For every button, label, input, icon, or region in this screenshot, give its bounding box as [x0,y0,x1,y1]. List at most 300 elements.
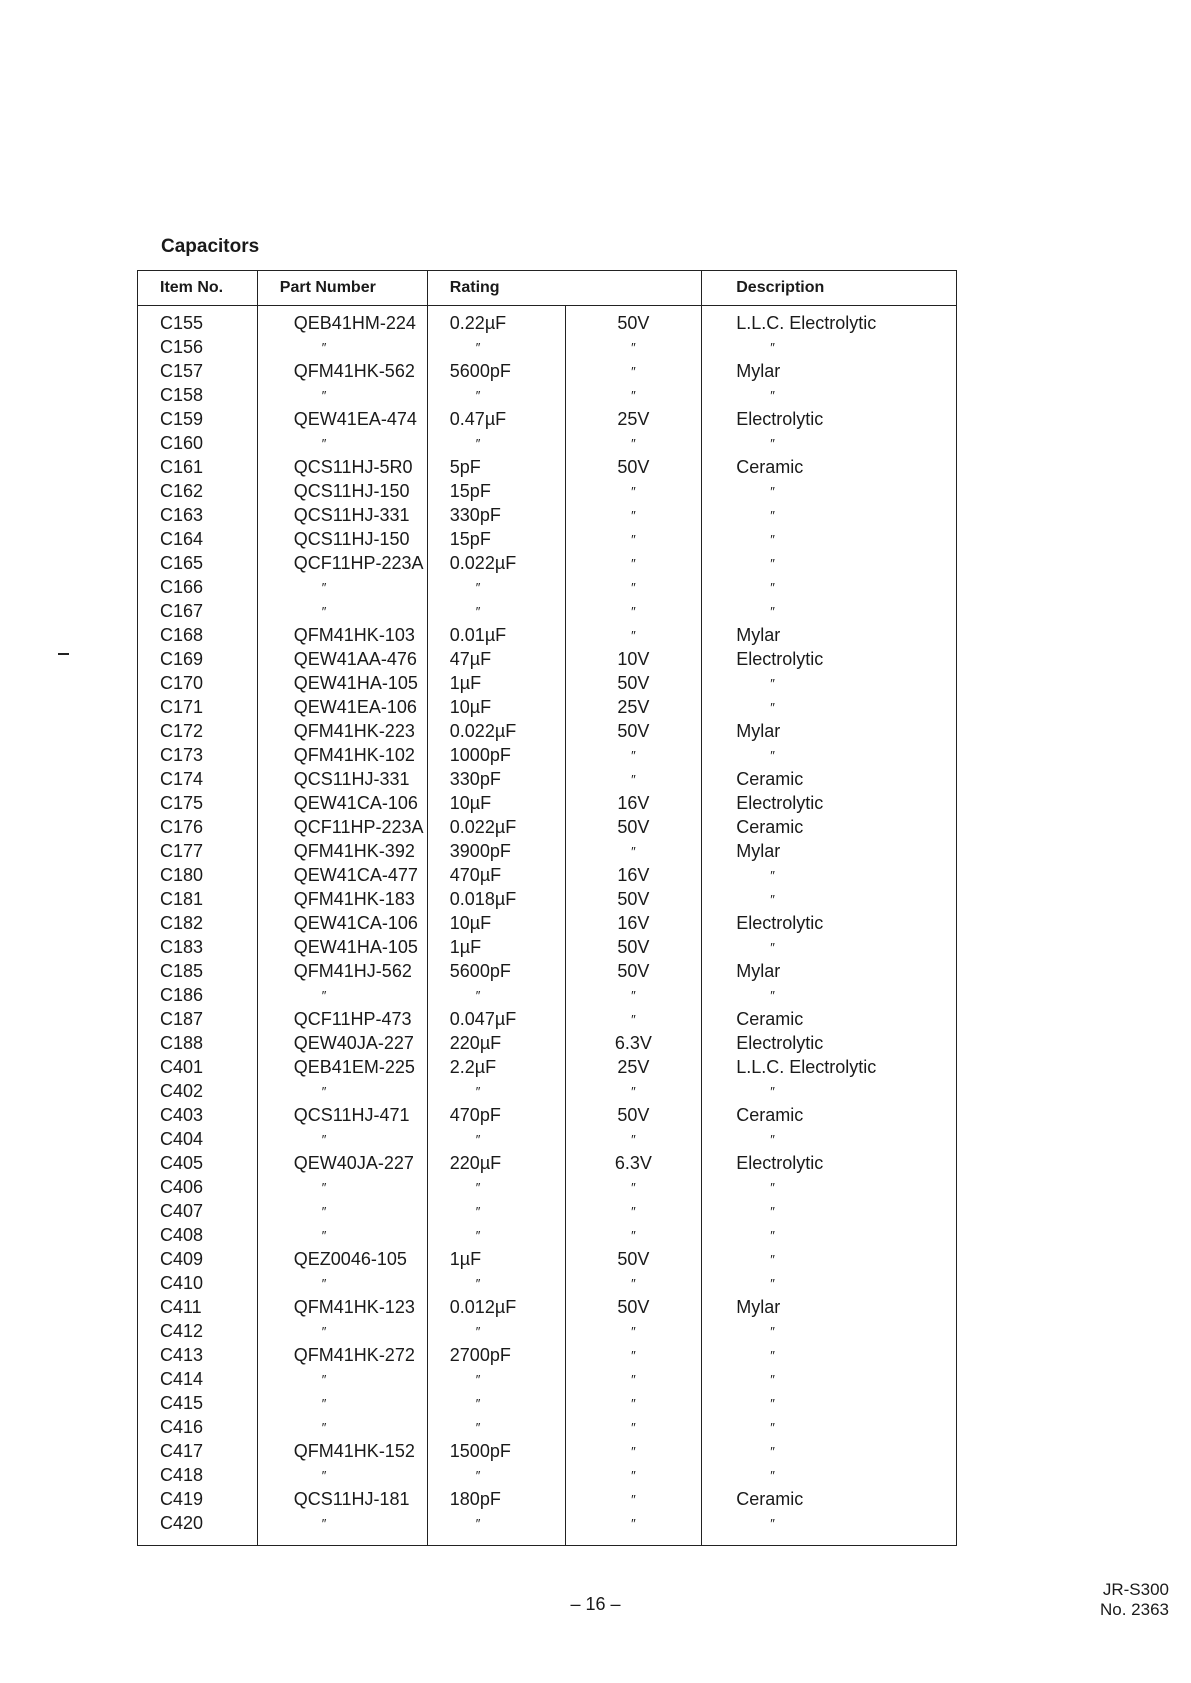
table-row [138,911,957,935]
voltage-cell: 6.3V [565,1031,702,1055]
voltage-cell: 25V [565,695,702,719]
page-number: – 16 – [570,1594,621,1614]
header-description: Description [702,271,957,306]
table-header [138,271,957,306]
part-number-cell: QFM41HJ-562 [257,959,427,983]
voltage-cell: ″ [565,599,702,623]
capacitance-cell: ″ [427,1511,565,1546]
part-number-cell: QCS11HJ-5R0 [257,455,427,479]
capacitance-cell: 15pF [427,479,565,503]
part-number-cell: QEW41CA-477 [257,863,427,887]
table-row [138,1487,957,1511]
item-no-cell: C177 [160,840,204,861]
voltage-cell: 50V [565,887,702,911]
document-reference [1100,1580,1169,1620]
table-row [138,839,957,863]
item-no-cell: C416 [160,1416,204,1437]
description-cell: Ceramic [702,815,957,839]
table-row [138,815,957,839]
model-number: JR-S300 [1102,1580,1169,1599]
part-number-cell: ″ [257,1079,427,1103]
voltage-cell: ″ [565,623,702,647]
part-number-cell: QFM41HK-272 [257,1343,427,1367]
voltage-cell: ″ [565,1127,702,1151]
capacitance-cell: ″ [427,983,565,1007]
capacitance-cell: ″ [427,383,565,407]
part-number-cell: ″ [257,983,427,1007]
table-row [138,503,957,527]
voltage-cell: 50V [565,935,702,959]
item-no-cell: C419 [160,1488,204,1509]
voltage-cell: ″ [565,335,702,359]
voltage-cell: ″ [565,743,702,767]
table-row [138,455,957,479]
item-no-cell: C415 [160,1392,204,1413]
description-cell: L.L.C. Electrolytic [702,306,957,336]
voltage-cell: 10V [565,647,702,671]
part-number-cell: QEW41EA-474 [257,407,427,431]
table-row [138,959,957,983]
description-cell: ″ [702,1199,957,1223]
description-cell: ″ [702,1175,957,1199]
part-number-cell: QEB41HM-224 [257,306,427,336]
item-no-cell: C160 [160,432,204,453]
voltage-cell: ″ [565,479,702,503]
table-row [138,935,957,959]
part-number-cell: QFM41HK-223 [257,719,427,743]
description-cell: Mylar [702,359,957,383]
capacitance-cell: 47µF [427,647,565,671]
capacitance-cell: ″ [427,1415,565,1439]
item-no-cell: C181 [160,888,204,909]
voltage-cell: 16V [565,791,702,815]
table-row [138,743,957,767]
capacitance-cell: ″ [427,1079,565,1103]
voltage-cell: ″ [565,1391,702,1415]
part-number-cell: QEW40JA-227 [257,1151,427,1175]
description-cell: ″ [702,1127,957,1151]
capacitance-cell: 5600pF [427,959,565,983]
voltage-cell: ″ [565,1079,702,1103]
table-row [138,1319,957,1343]
capacitance-cell: 0.022µF [427,815,565,839]
table-row [138,335,957,359]
part-number-cell: ″ [257,1511,427,1546]
description-cell: Ceramic [702,1103,957,1127]
capacitance-cell: 220µF [427,1031,565,1055]
item-no-cell: C158 [160,384,204,405]
voltage-cell: ″ [565,1007,702,1031]
description-cell: ″ [702,1439,957,1463]
table-row [138,407,957,431]
voltage-cell: ″ [565,767,702,791]
item-no-cell: C172 [160,720,204,741]
table-row [138,1007,957,1031]
margin-mark [58,653,69,655]
capacitance-cell: 0.018µF [427,887,565,911]
description-cell: ″ [702,1247,957,1271]
table-row [138,1391,957,1415]
item-no-cell: C402 [160,1080,204,1101]
voltage-cell: 50V [565,1247,702,1271]
description-cell: Electrolytic [702,791,957,815]
part-number-cell: ″ [257,1415,427,1439]
table-row [138,863,957,887]
item-no-cell: C420 [160,1512,204,1533]
part-number-cell: ″ [257,599,427,623]
part-number-cell: ″ [257,1175,427,1199]
capacitance-cell: ″ [427,1223,565,1247]
item-no-cell: C408 [160,1224,204,1245]
capacitance-cell: 5600pF [427,359,565,383]
item-no-cell: C162 [160,480,204,501]
description-cell: ″ [702,503,957,527]
item-no-cell: C418 [160,1464,204,1485]
table-row [138,1223,957,1247]
capacitance-cell: 1µF [427,935,565,959]
voltage-cell: 25V [565,1055,702,1079]
part-number-cell: ″ [257,1199,427,1223]
part-number-cell: QFM41HK-152 [257,1439,427,1463]
voltage-cell: ″ [565,1199,702,1223]
capacitance-cell: 10µF [427,695,565,719]
part-number-cell: QFM41HK-102 [257,743,427,767]
description-cell: ″ [702,983,957,1007]
voltage-cell: ″ [565,1343,702,1367]
capacitors-table [137,270,957,1546]
part-number-cell: QEZ0046-105 [257,1247,427,1271]
capacitance-cell: ″ [427,1127,565,1151]
item-no-cell: C163 [160,504,204,525]
description-cell: ″ [702,383,957,407]
voltage-cell: 16V [565,863,702,887]
part-number-cell: ″ [257,1271,427,1295]
item-no-cell: C406 [160,1176,204,1197]
voltage-cell: ″ [565,1487,702,1511]
part-number-cell: QEW41HA-105 [257,671,427,695]
table-row [138,1511,957,1546]
voltage-cell: ″ [565,1415,702,1439]
voltage-cell: 16V [565,911,702,935]
part-number-cell: QCS11HJ-150 [257,479,427,503]
table-row [138,1079,957,1103]
table-row [138,647,957,671]
table-row [138,527,957,551]
table-row [138,1103,957,1127]
table-row [138,1463,957,1487]
description-cell: ″ [702,431,957,455]
voltage-cell: 50V [565,1295,702,1319]
part-number-cell: QEB41EM-225 [257,1055,427,1079]
description-cell: ″ [702,1367,957,1391]
capacitance-cell: ″ [427,1319,565,1343]
table-row [138,1295,957,1319]
capacitance-cell: 0.022µF [427,719,565,743]
voltage-cell: ″ [565,431,702,455]
capacitance-cell: 470pF [427,1103,565,1127]
header-part-number: Part Number [257,271,427,306]
item-no-cell: C161 [160,456,204,477]
capacitance-cell: 330pF [427,767,565,791]
table-row [138,671,957,695]
description-cell: Electrolytic [702,1151,957,1175]
part-number-cell: QCS11HJ-331 [257,767,427,791]
voltage-cell: 50V [565,959,702,983]
description-cell: ″ [702,1463,957,1487]
table-row [138,1271,957,1295]
capacitance-cell: ″ [427,599,565,623]
capacitance-cell: 1000pF [427,743,565,767]
description-cell: Mylar [702,839,957,863]
voltage-cell: ″ [565,1367,702,1391]
voltage-cell: ″ [565,1223,702,1247]
table-row [138,719,957,743]
part-number-cell: QEW40JA-227 [257,1031,427,1055]
description-cell: Mylar [702,623,957,647]
part-number-cell: QEW41AA-476 [257,647,427,671]
item-no-cell: C166 [160,576,204,597]
item-no-cell: C173 [160,744,204,765]
item-no-cell: C174 [160,768,204,789]
part-number-cell: ″ [257,1367,427,1391]
capacitance-cell: 5pF [427,455,565,479]
capacitors-table-wrap [137,270,957,1546]
description-cell: Mylar [702,1295,957,1319]
capacitance-cell: ″ [427,1391,565,1415]
voltage-cell: ″ [565,983,702,1007]
voltage-cell: ″ [565,1175,702,1199]
part-number-cell: ″ [257,431,427,455]
voltage-cell: ″ [565,551,702,575]
description-cell: ″ [702,1319,957,1343]
voltage-cell: ″ [565,383,702,407]
capacitance-cell: ″ [427,1367,565,1391]
capacitance-cell: ″ [427,1271,565,1295]
item-no-cell: C182 [160,912,204,933]
capacitance-cell: 0.022µF [427,551,565,575]
capacitance-cell: 1µF [427,1247,565,1271]
table-row [138,479,957,503]
item-no-cell: C156 [160,336,204,357]
description-cell: ″ [702,1223,957,1247]
part-number-cell: QFM41HK-183 [257,887,427,911]
voltage-cell: ″ [565,1271,702,1295]
item-no-cell: C403 [160,1104,204,1125]
capacitance-cell: ″ [427,575,565,599]
item-no-cell: C164 [160,528,204,549]
item-no-cell: C167 [160,600,204,621]
capacitance-cell: 1500pF [427,1439,565,1463]
voltage-cell: 50V [565,719,702,743]
description-cell: ″ [702,479,957,503]
part-number-cell: QEW41HA-105 [257,935,427,959]
voltage-cell: 6.3V [565,1151,702,1175]
capacitance-cell: 220µF [427,1151,565,1175]
item-no-cell: C186 [160,984,204,1005]
table-row [138,1175,957,1199]
item-no-cell: C176 [160,816,204,837]
description-cell: ″ [702,335,957,359]
description-cell: ″ [702,551,957,575]
capacitance-cell: 470µF [427,863,565,887]
table-row [138,983,957,1007]
capacitance-cell: 10µF [427,791,565,815]
item-no-cell: C155 [160,312,204,333]
item-no-cell: C417 [160,1440,204,1461]
description-cell: ″ [702,1391,957,1415]
header-row [138,271,957,306]
item-no-cell: C411 [160,1296,202,1317]
item-no-cell: C175 [160,792,204,813]
part-number-cell: QEW41EA-106 [257,695,427,719]
document-number: No. 2363 [1100,1600,1169,1619]
item-no-cell: C413 [160,1344,204,1365]
description-cell: ″ [702,935,957,959]
part-number-cell: ″ [257,575,427,599]
table-row [138,359,957,383]
part-number-cell: QFM41HK-103 [257,623,427,647]
part-number-cell: QFM41HK-392 [257,839,427,863]
table-row [138,1199,957,1223]
item-no-cell: C187 [160,1008,204,1029]
voltage-cell: ″ [565,1463,702,1487]
table-body [138,306,957,1546]
table-row [138,1343,957,1367]
description-cell: ″ [702,743,957,767]
voltage-cell: ″ [565,1511,702,1546]
part-number-cell: QCF11HP-223A [257,551,427,575]
item-no-cell: C404 [160,1128,204,1149]
table-row [138,887,957,911]
description-cell: ″ [702,575,957,599]
description-cell: Ceramic [702,455,957,479]
item-no-cell: C180 [160,864,204,885]
voltage-cell: 50V [565,306,702,336]
table-row [138,383,957,407]
description-cell: Ceramic [702,1007,957,1031]
description-cell: ″ [702,863,957,887]
description-cell: Electrolytic [702,911,957,935]
part-number-cell: ″ [257,1319,427,1343]
table-row [138,1415,957,1439]
description-cell: Mylar [702,719,957,743]
table-row [138,1151,957,1175]
capacitance-cell: ″ [427,1175,565,1199]
capacitance-cell: 0.01µF [427,623,565,647]
voltage-cell: ″ [565,359,702,383]
table-row [138,1031,957,1055]
item-no-cell: C185 [160,960,204,981]
voltage-cell: ″ [565,575,702,599]
description-cell: ″ [702,1511,957,1546]
table-row [138,1439,957,1463]
voltage-cell: ″ [565,839,702,863]
table-row [138,767,957,791]
table-row [138,1247,957,1271]
voltage-cell: 50V [565,455,702,479]
table-row [138,1127,957,1151]
part-number-cell: QEW41CA-106 [257,911,427,935]
part-number-cell: ″ [257,1463,427,1487]
part-number-cell: QEW41CA-106 [257,791,427,815]
part-number-cell: ″ [257,1127,427,1151]
item-no-cell: C414 [160,1368,204,1389]
capacitance-cell: 0.012µF [427,1295,565,1319]
item-no-cell: C159 [160,408,204,429]
table-row [138,791,957,815]
item-no-cell: C157 [160,360,204,381]
description-cell: ″ [702,1343,957,1367]
voltage-cell: 50V [565,1103,702,1127]
part-number-cell: ″ [257,383,427,407]
description-cell: ″ [702,671,957,695]
voltage-cell: ″ [565,527,702,551]
description-cell: Electrolytic [702,1031,957,1055]
description-cell: Ceramic [702,1487,957,1511]
description-cell: Electrolytic [702,647,957,671]
item-no-cell: C169 [160,648,204,669]
item-no-cell: C170 [160,672,204,693]
table-row [138,623,957,647]
header-rating: Rating [427,271,565,306]
item-no-cell: C407 [160,1200,204,1221]
description-cell: ″ [702,1415,957,1439]
item-no-cell: C409 [160,1248,204,1269]
table-row [138,1367,957,1391]
voltage-cell: ″ [565,503,702,527]
description-cell: Mylar [702,959,957,983]
part-number-cell: ″ [257,335,427,359]
description-cell: L.L.C. Electrolytic [702,1055,957,1079]
voltage-cell: 50V [565,815,702,839]
part-number-cell: ″ [257,1391,427,1415]
item-no-cell: C171 [160,696,204,717]
item-no-cell: C183 [160,936,204,957]
part-number-cell: QCS11HJ-181 [257,1487,427,1511]
part-number-cell: QCS11HJ-150 [257,527,427,551]
item-no-cell: C412 [160,1320,204,1341]
description-cell: ″ [702,527,957,551]
table-row [138,599,957,623]
description-cell: ″ [702,887,957,911]
capacitance-cell: ″ [427,1463,565,1487]
description-cell: ″ [702,695,957,719]
header-rating-voltage [565,271,702,306]
table-row [138,1055,957,1079]
section-title: Capacitors [161,236,260,257]
item-no-cell: C401 [160,1056,204,1077]
voltage-cell: ″ [565,1439,702,1463]
table-row [138,551,957,575]
capacitance-cell: 330pF [427,503,565,527]
capacitance-cell: 0.22µF [427,306,565,336]
voltage-cell: ″ [565,1319,702,1343]
capacitance-cell: 1µF [427,671,565,695]
capacitance-cell: 0.047µF [427,1007,565,1031]
part-number-cell: ″ [257,1223,427,1247]
capacitance-cell: 3900pF [427,839,565,863]
voltage-cell: 50V [565,671,702,695]
part-number-cell: QCS11HJ-331 [257,503,427,527]
item-no-cell: C410 [160,1272,204,1293]
capacitance-cell: 180pF [427,1487,565,1511]
item-no-cell: C405 [160,1152,204,1173]
capacitance-cell: 10µF [427,911,565,935]
table-row [138,306,957,336]
description-cell: ″ [702,1079,957,1103]
capacitance-cell: ″ [427,335,565,359]
capacitance-cell: 2.2µF [427,1055,565,1079]
